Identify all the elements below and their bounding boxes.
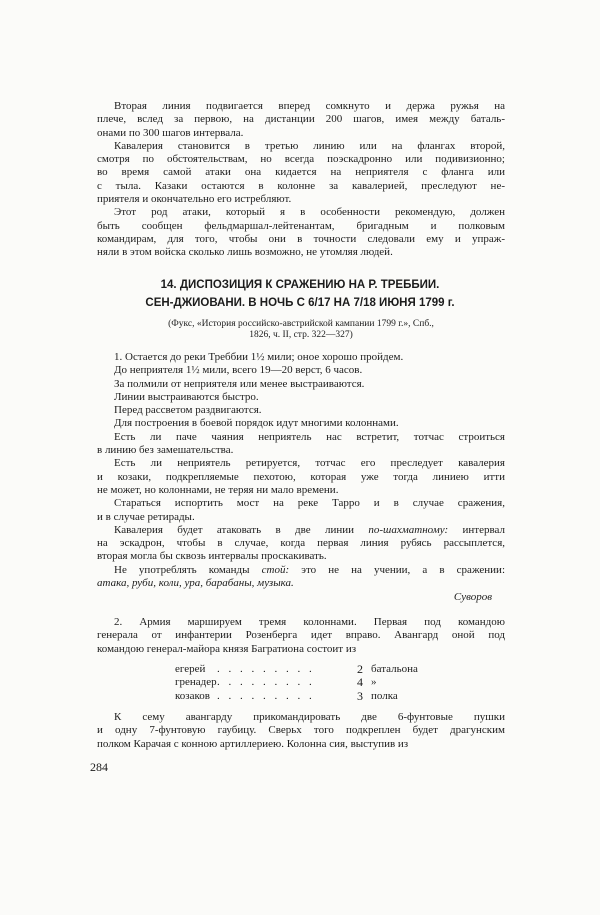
intro-text xyxy=(97,100,505,260)
unit-label: батальона xyxy=(371,663,418,675)
text-line: командою генерал-майора князя Багратиона состоит из xyxy=(97,642,357,655)
paragraph xyxy=(97,100,505,140)
paragraph xyxy=(97,524,505,564)
text-line: вторая могла бы сквозь интервалы проскакивать. xyxy=(97,550,327,563)
text-line: За полмили от неприятеля или менее выстраиваются. xyxy=(114,377,365,390)
text-line: плече, вслед за первою, на дистанции 200 шагов, имея между баталь- xyxy=(97,113,505,126)
paragraph xyxy=(97,417,505,430)
text-line xyxy=(97,577,505,590)
text-line xyxy=(97,524,505,537)
text-line: К сему авангарду прикомандировать две 6-фунтовые пушки xyxy=(114,711,505,723)
section-2-continued-text xyxy=(97,711,505,751)
table-row xyxy=(175,676,418,689)
unit-label: » xyxy=(371,676,377,689)
text-line: и в случае ретирады. xyxy=(97,510,195,523)
text-line: Вторая линия подвигается вперед сомкнуто и держа ружья на xyxy=(114,100,505,112)
leader-dots: . . . . . . . . . xyxy=(217,676,315,689)
paragraph xyxy=(97,497,505,524)
text-line: в линию без замешательства. xyxy=(97,444,234,457)
text-span: Кавалерия будет атаковать в две линии xyxy=(114,523,369,536)
text-line: Перед рассветом раздвигаются. xyxy=(114,404,262,417)
italic-text: по-шахматному: xyxy=(368,523,449,536)
vanguard-table xyxy=(175,663,418,703)
text-line: До неприятеля 1½ мили, всего 19—20 верст, 6 часов. xyxy=(114,364,363,377)
text-line: полком Карачая с конною артиллериею. Колонна сия, выступив из xyxy=(97,737,409,750)
paragraph xyxy=(97,351,505,364)
text-line: и козаки, подкрепляемые пехотою, которая уже тогда линиею итти xyxy=(97,470,505,483)
text-line: 1. Остается до реки Треббии 1½ мили; оное хорошо пройдем. xyxy=(114,351,404,363)
paragraph xyxy=(97,564,505,591)
paragraph xyxy=(97,206,505,259)
text-line: Этот род атаки, который я в особенности рекомендую, должен xyxy=(114,206,505,219)
text-line: во время самой атаки она кидается на неприятеля с фланга или xyxy=(97,166,505,179)
unit-type: козаков xyxy=(175,689,210,702)
text-line: на эскадрон, чтобы в случае, когда первая линия рубясь рассыплется, xyxy=(97,537,505,550)
section-heading xyxy=(80,276,520,312)
unit-label: полка xyxy=(371,689,398,702)
text-line xyxy=(97,564,505,577)
citation-line-1: (Фукс, «История российско-австрийской кампании 1799 г.», Спб., xyxy=(168,319,434,329)
text-line: Кавалерия становится в третью линию или на флангах второй, xyxy=(114,139,505,152)
text-line: 2. Армия маршируем тремя колоннами. Первая под командою xyxy=(114,616,505,628)
italic-text: атака, руби, коли, ура, барабаны, музыка. xyxy=(97,577,294,590)
italic-text: стой: xyxy=(261,563,290,576)
unit-type: гренадер xyxy=(175,676,217,689)
paragraph xyxy=(97,404,505,417)
unit-type: егерей xyxy=(175,663,206,675)
text-line: генерала от инфантерии Розенберга идет вправо. Авангард оной под xyxy=(97,629,505,642)
text-line: Есть ли неприятель ретируется, тотчас его преследует кавалерия xyxy=(114,457,505,470)
unit-count: 2 xyxy=(357,662,363,676)
table-row xyxy=(175,663,418,676)
paragraph xyxy=(97,364,505,377)
paragraph xyxy=(97,457,505,497)
unit-count: 3 xyxy=(357,688,363,703)
heading-line-2: СЕН-ДЖИОВАНИ. В НОЧЬ С 6/17 НА 7/18 ИЮНЯ 1799 г. xyxy=(145,297,455,309)
text-span: это не на учении, а в сражении: xyxy=(289,563,505,576)
leader-dots: . . . . . . . . . xyxy=(217,689,315,702)
page-number: 284 xyxy=(90,760,108,774)
text-line: онами по 300 шагов интервала. xyxy=(97,126,244,139)
heading-line-1: 14. ДИСПОЗИЦИЯ К СРАЖЕНИЮ НА Р. ТРЕББИИ. xyxy=(160,279,440,291)
text-line: Для построения в боевой порядок идут многими колоннами. xyxy=(114,417,399,430)
table-row xyxy=(175,690,418,703)
paragraph xyxy=(97,616,505,656)
text-line: быть сообщен фельдмаршал-лейтенантам, бригадным и полковым xyxy=(97,219,505,232)
text-span: Не употреблять команды xyxy=(114,563,262,576)
paragraph xyxy=(97,378,505,391)
text-line: смотря по обстоятельствам, но всегда поэскадронно или подивизионно; xyxy=(97,153,505,166)
signature: Суворов xyxy=(453,591,492,603)
section-2-text xyxy=(97,616,505,656)
text-line: няли в этом войска сколько лишь возможно, не утомляя людей. xyxy=(97,246,393,259)
leader-dots: . . . . . . . . . xyxy=(217,663,315,675)
paragraph xyxy=(97,711,505,751)
section-1-text xyxy=(97,351,505,590)
text-line: Линии выстраиваются быстро. xyxy=(114,390,259,403)
paragraph xyxy=(97,140,505,206)
text-line: приятеля и окончательно его истребляют. xyxy=(97,193,292,206)
text-line: не может, но колоннами, не теряя ни мало времени. xyxy=(97,483,339,496)
citation-line-2: 1826, ч. II, стр. 322—327) xyxy=(249,329,353,340)
text-line: и одну 7-фунтовую гаубицу. Сверьх того подкреплен будет драгунским xyxy=(97,724,505,737)
text-span: интервал xyxy=(448,523,505,536)
unit-count: 4 xyxy=(357,675,363,690)
source-citation xyxy=(97,319,505,340)
text-line: Есть ли паче чаяния неприятель нас встретит, тотчас строиться xyxy=(114,430,505,443)
text-line: командирам, для того, чтобы они в точности следовали ему и упраж- xyxy=(97,232,505,245)
text-line: Стараться испортить мост на реке Тарро и в случае сражения, xyxy=(114,497,505,510)
paragraph xyxy=(97,391,505,404)
text-line: с тыла. Казаки остаются в колонне за кавалерией, преследуют не- xyxy=(97,179,505,192)
paragraph xyxy=(97,431,505,458)
